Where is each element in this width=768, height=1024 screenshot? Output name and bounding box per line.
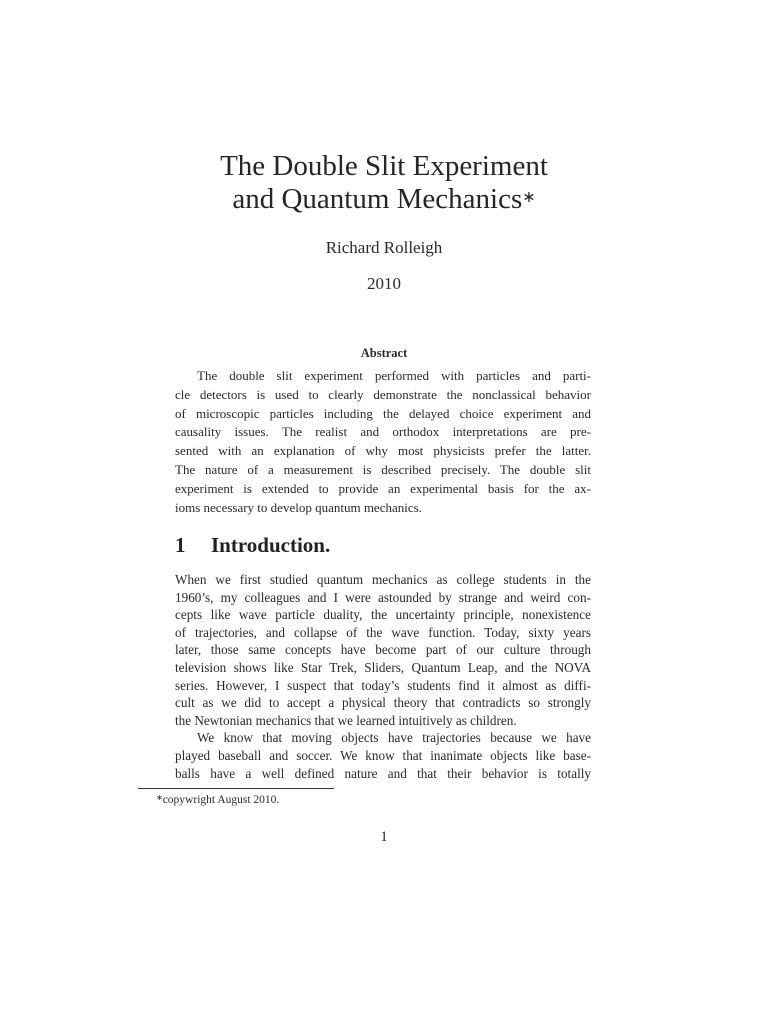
page-number: 1: [380, 829, 388, 845]
title-footnote-marker: ∗: [522, 189, 536, 206]
title-line-1: The Double Slit Experiment: [220, 150, 548, 182]
abstract-line: sented with an explanation of why most physicists prefer the latter.: [175, 443, 591, 459]
section-heading: [175, 533, 330, 558]
footnote: [156, 794, 279, 806]
abstract-line: The nature of a measurement is described precisely. The double slit: [175, 461, 591, 477]
section-number: 1: [175, 533, 186, 557]
body-line: of trajectories, and collapse of the wave function. Today, sixty years: [175, 624, 591, 640]
abstract-line: experiment is extended to provide an experimental basis for the ax-: [175, 480, 591, 496]
body-line: the Newtonian mechanics that we learned intuitively as children.: [175, 712, 517, 728]
body-text: [175, 571, 591, 782]
section-title: Introduction.: [211, 533, 331, 557]
body-line: We know that moving objects have trajectories because we have: [197, 730, 591, 746]
body-line: series. However, I suspect that today’s students find it almost as diffi-: [175, 677, 591, 693]
title-line-2-text: and Quantum Mechanics: [232, 183, 523, 215]
body-line: played baseball and soccer. We know that inanimate objects like base-: [175, 747, 591, 763]
abstract-line: causality issues. The realist and orthodox interpretations are pre-: [175, 424, 591, 440]
body-line: When we first studied quantum mechanics as college students in the: [175, 572, 591, 587]
author-name: Richard Rolleigh: [325, 238, 443, 257]
paper-title: [0, 150, 768, 216]
abstract-line: ioms necessary to develop quantum mechanics.: [175, 499, 422, 515]
abstract-body: [175, 367, 591, 517]
abstract-heading: Abstract: [360, 346, 408, 360]
footnote-rule: [138, 788, 334, 789]
body-line: cult as we did to accept a physical theory that contradicts so strongly: [175, 695, 591, 711]
body-line: 1960’s, my colleagues and I were astounded by strange and weird con-: [175, 589, 591, 605]
footnote-marker: ∗: [156, 793, 163, 802]
abstract-line: of microscopic particles including the delayed choice experiment and: [175, 405, 591, 421]
body-line: later, those same concepts have become part of our culture through: [175, 642, 591, 658]
body-line: cepts like wave particle duality, the uncertainty principle, nonexistence: [175, 607, 591, 623]
body-line: television shows like Star Trek, Sliders, Quantum Leap, and the NOVA: [175, 659, 591, 675]
body-line: balls have a well defined nature and that their behavior is totally: [175, 765, 591, 781]
title-line-2: [0, 183, 768, 216]
footnote-text: copywright August 2010.: [162, 794, 280, 806]
publication-year: 2010: [367, 274, 401, 293]
abstract-line: cle detectors is used to clearly demonstrate the nonclassical behavior: [175, 386, 591, 402]
abstract-line: The double slit experiment performed with particles and parti-: [197, 368, 591, 383]
